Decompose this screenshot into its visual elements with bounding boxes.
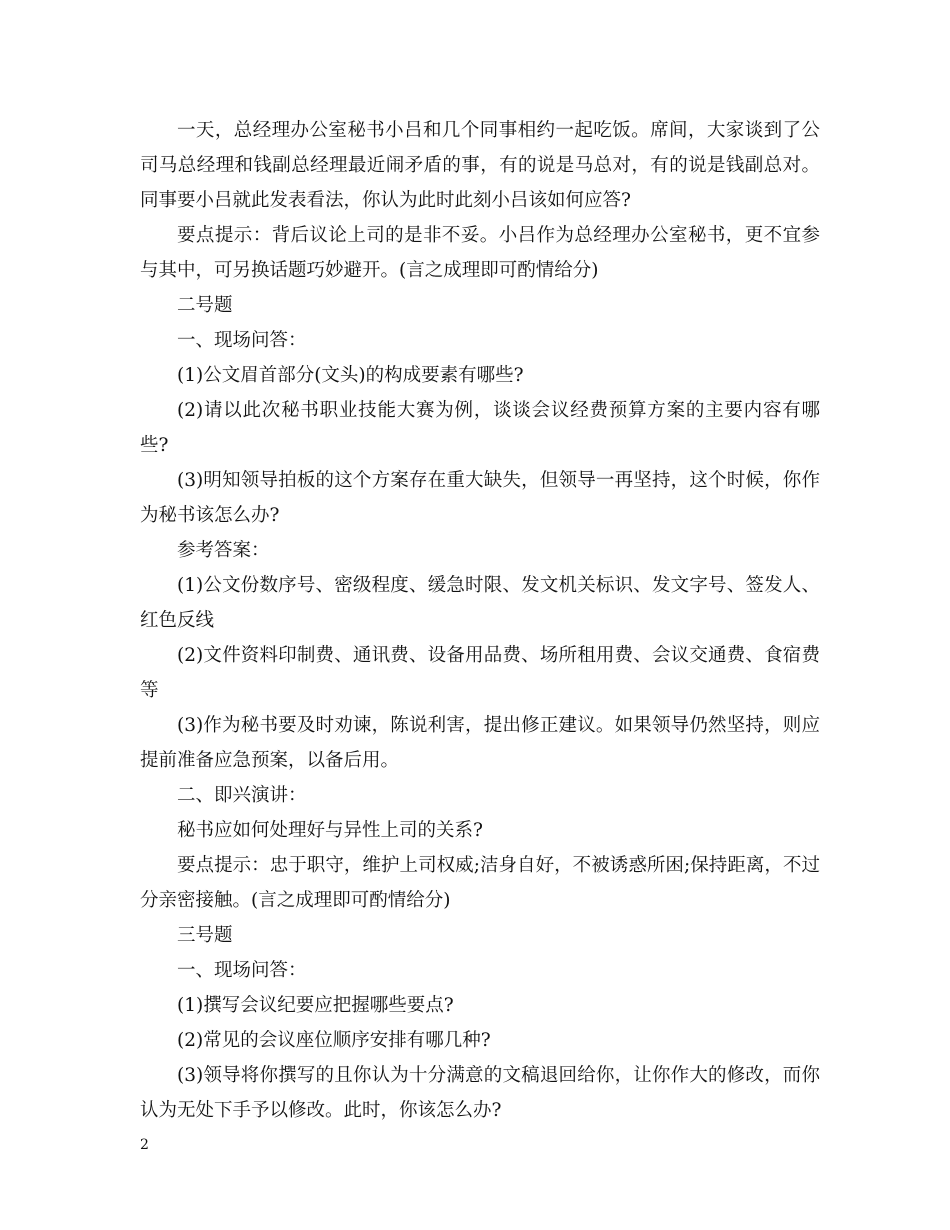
paragraph-speech-hint: 要点提示：忠于职守，维护上司权威;洁身自好，不被诱惑所困;保持距离，不过分亲密接触。(言之成理即可酌情给分)	[140, 855, 820, 911]
paragraph-answer-1: (1)公文份数序号、密级程度、缓急时限、发文机关标识、发文字号、签发人、红色反线	[140, 575, 820, 631]
paragraph-scenario-hint: 要点提示：背后议论上司的是非不妥。小吕作为总经理办公室秘书，更不宜参与其中，可另换话题巧妙避开。(言之成理即可酌情给分)	[140, 225, 820, 281]
paragraph-question-2: (2)请以此次秘书职业技能大赛为例，谈谈会议经费预算方案的主要内容有哪些?	[140, 400, 820, 456]
page-number: 2	[140, 1137, 149, 1153]
paragraph-question-3: (3)明知领导拍板的这个方案存在重大缺失，但领导一再坚持，这个时候，你作为秘书该怎么办?	[140, 470, 820, 526]
heading-onsite-qa-2: 一、现场问答：	[177, 960, 307, 981]
document-body	[140, 113, 820, 1128]
paragraph-answer-2: (2)文件资料印制费、通讯费、设备用品费、场所租用费、会议交通费、食宿费等	[140, 645, 820, 701]
paragraph-question-1: (1)公文眉首部分(文头)的构成要素有哪些?	[177, 365, 524, 386]
paragraph-scenario-question: 一天，总经理办公室秘书小吕和几个同事相约一起吃饭。席间，大家谈到了公司马总经理和钱副总经理最近闹矛盾的事，有的说是马总对，有的说是钱副总对。同事要小吕就此发表看法，你认为此时此刻小吕该如何应答?	[140, 120, 820, 211]
paragraph-speech-topic: 秘书应如何处理好与异性上司的关系?	[177, 820, 483, 841]
paragraph-answer-3: (3)作为秘书要及时劝谏，陈说利害，提出修正建议。如果领导仍然坚持，则应提前准备应急预案，以备后用。	[140, 715, 820, 771]
heading-question-three: 三号题	[177, 925, 233, 946]
heading-reference-answer: 参考答案：	[177, 540, 270, 561]
paragraph-question-3-2: (2)常见的会议座位顺序安排有哪几种?	[177, 1030, 491, 1051]
heading-impromptu-speech: 二、即兴演讲：	[177, 785, 307, 806]
heading-question-two: 二号题	[177, 295, 233, 316]
paragraph-question-3-3: (3)领导将你撰写的且你认为十分满意的文稿退回给你，让你作大的修改，而你认为无处下手予以修改。此时，你该怎么办?	[140, 1065, 820, 1121]
paragraph-question-3-1: (1)撰写会议纪要应把握哪些要点?	[177, 995, 454, 1016]
heading-onsite-qa: 一、现场问答：	[177, 330, 307, 351]
